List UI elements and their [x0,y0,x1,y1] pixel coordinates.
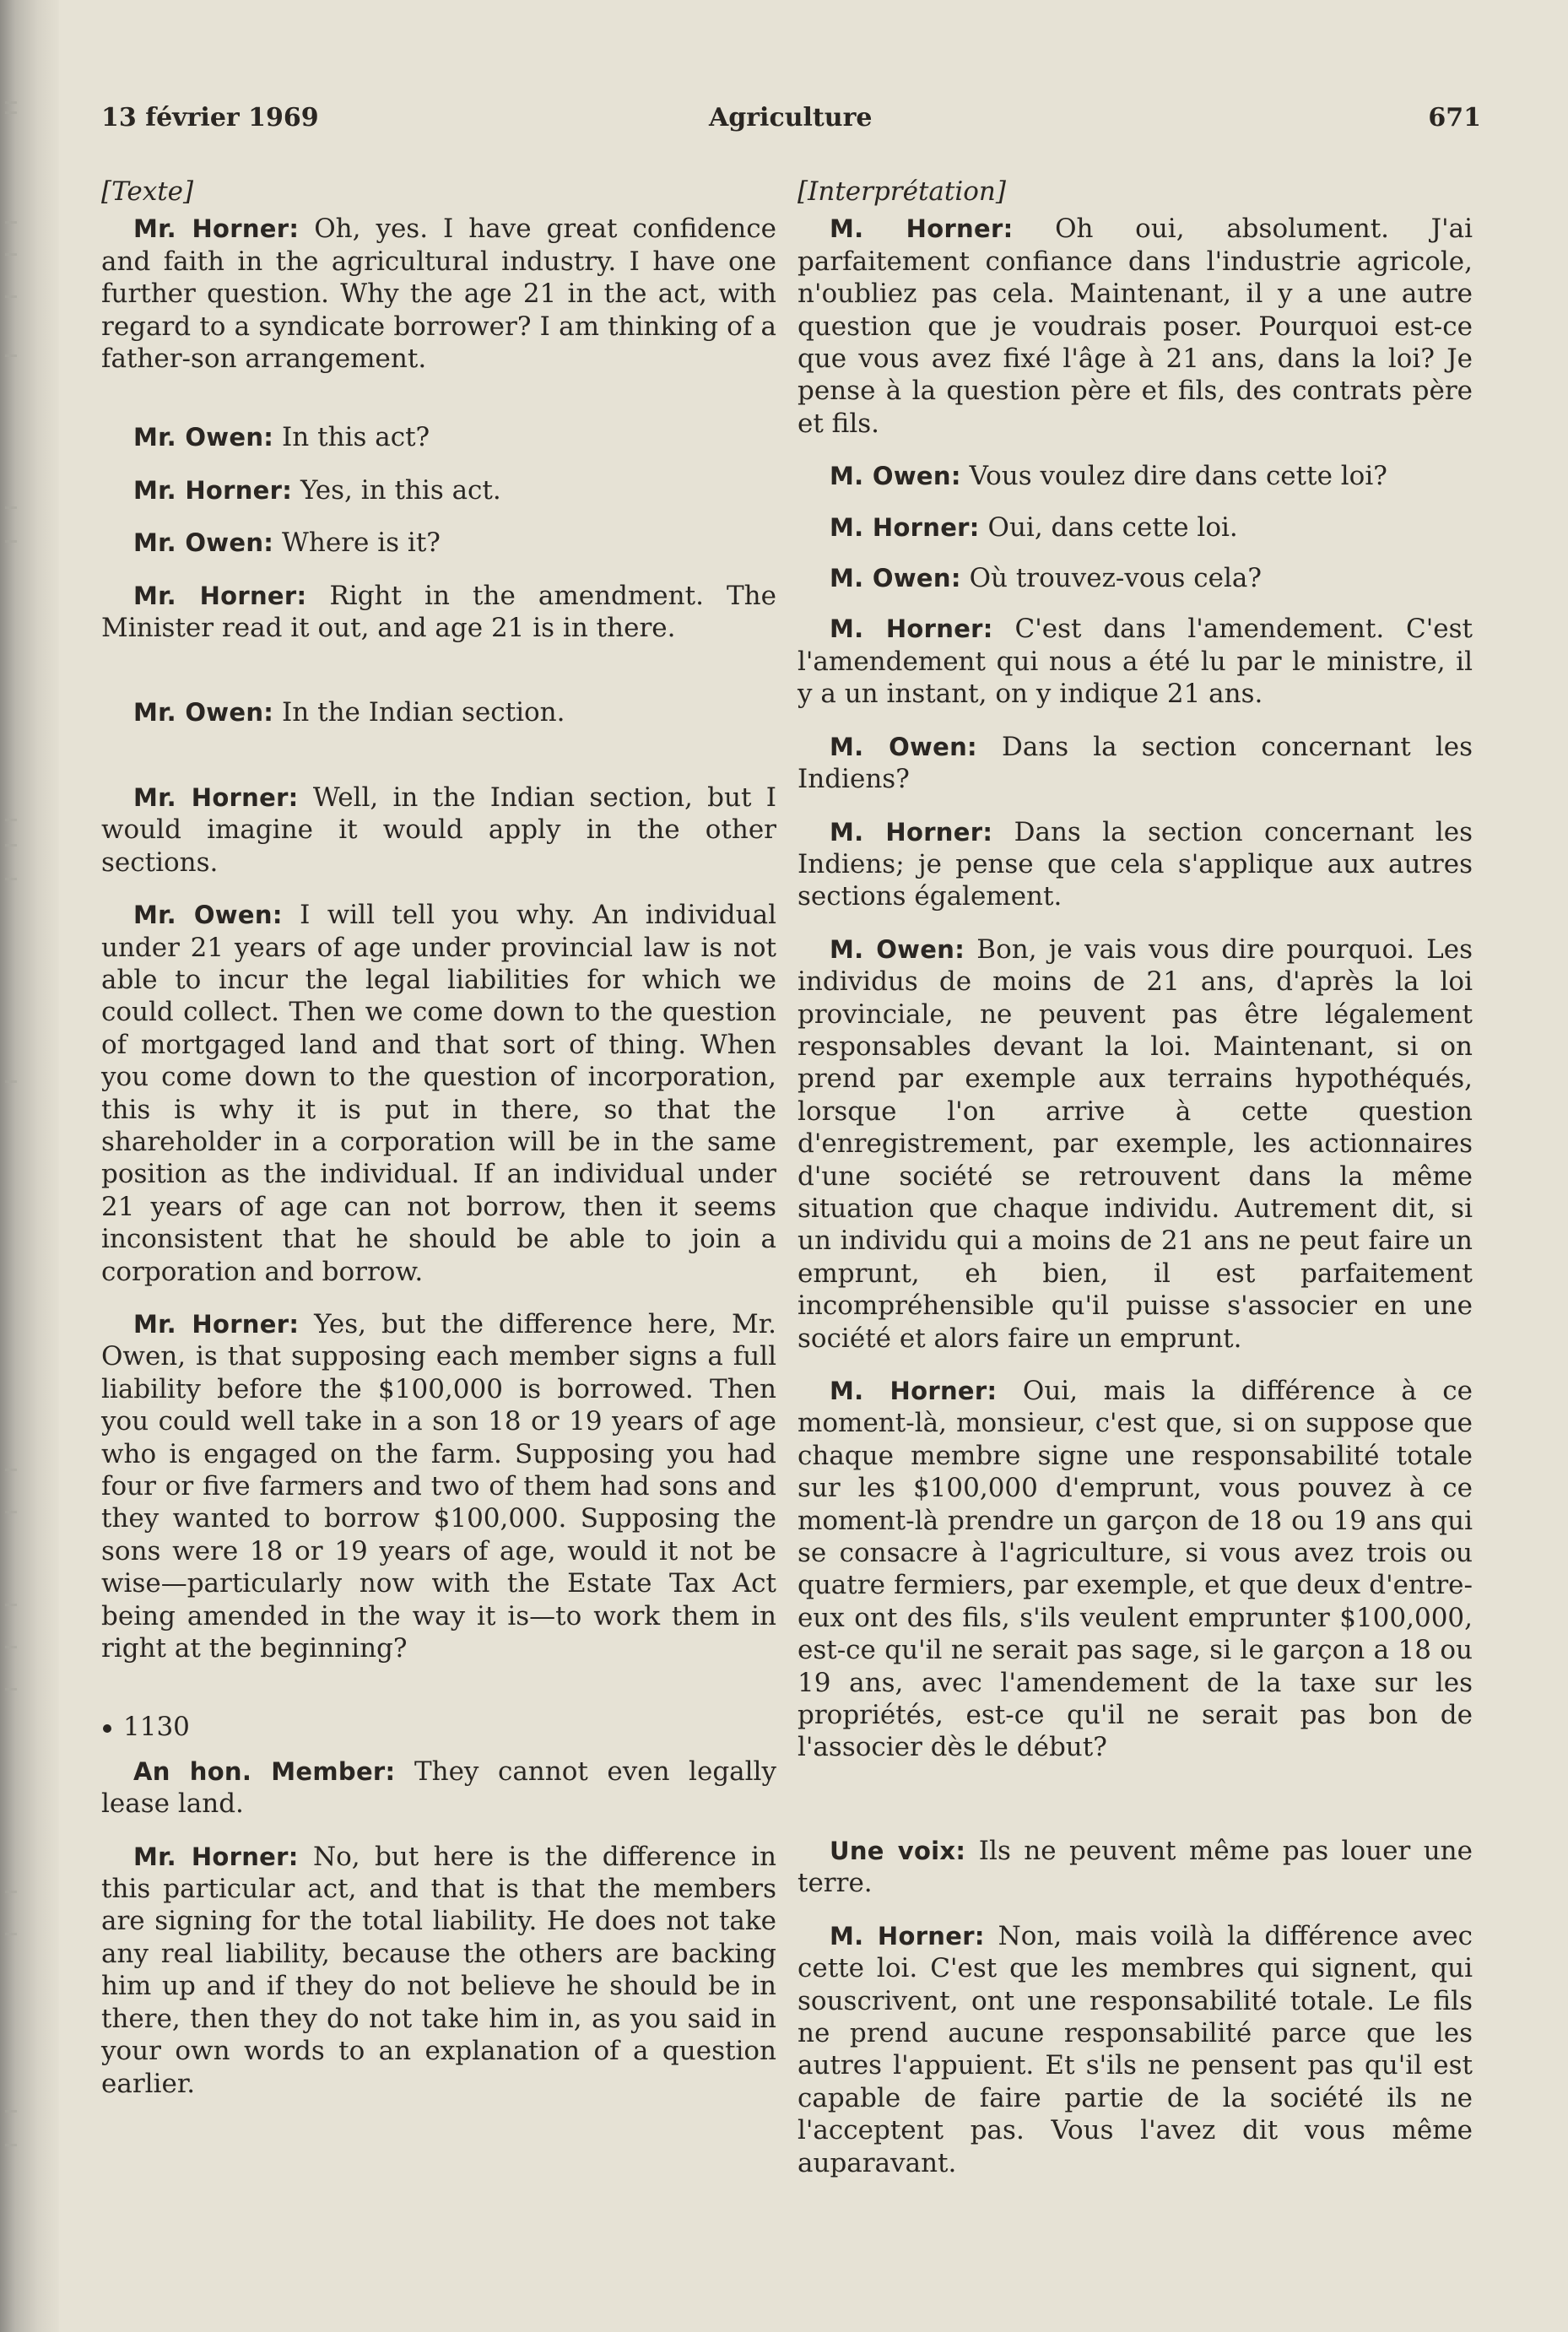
speech-text: C'est dans l'amendement. C'est l'amendement qui nous a été lu par le ministre, il y a un instant, on y indique 21 ans. [798,614,1473,710]
speaker-name: Mr. Owen: [133,698,274,728]
speaker-name: Mr. Owen: [133,901,283,930]
speaker-name: Mr. Horner: [133,475,293,505]
speech-text: Bon, je vais vous dire pourquoi. Les individus de moins de 21 ans, d'après la loi provinciale, ne peuvent pas être légalement responsables devant la loi. Maintenant, si on prend par exemple aux terrains hypothéqués, lorsque l'on arrive à cette question d'enregistrement, par exemple, les actionnaires d'une société se retrouvent dans la même situation que chaque individu. Autrement dit, si un individu qui a moins de 21 ans ne peut faire un emprunt, eh bien, il est parfaitement incompréhensible qu'il puisse s'associer en une société et alors faire un emprunt. [798,933,1473,1354]
time-marker-text: 1130 [123,1712,190,1743]
speech-text: Yes, but the difference here, Mr. Owen, is that supposing each member signs a full liability before the $100,000 is borrowed. Then you could well take in a son 18 or 19 years of age who is engaged on the farm. Supposing you had four or five farmers and two of them had sons and they wanted to borrow $100,000. Supposing the sons were 18 or 19 years of age, would it not be wise—particularly now with the Estate Tax Act being amended in the way it is—to work them in right at the beginning? [101,1308,776,1664]
gutter-bleed-marks [0,0,51,2332]
speech-text: Où trouvez-vous cela? [960,563,1263,594]
speech-text: Vous voulez dire dans cette loi? [960,461,1387,492]
speech-paragraph [101,1756,776,1821]
speaker-name: M. Horner: [830,1377,998,1405]
speech-text: In this act? [273,422,430,453]
french-column [798,176,1473,2179]
speech-text: In the Indian section. [273,697,565,728]
speech-text: No, but here is the difference in this particular act, and that is that the members are signing for the total liability. He does not take any real liability, because the others are backing him up and if they do not believe he should be in there, then they do not take him in, as you said in your own words to an explanation of a question earlier. [101,1841,776,2099]
speaker-name: Mr. Horner: [133,1842,299,1871]
speech-paragraph [798,933,1473,1355]
speech-paragraph [101,899,776,1288]
speech-paragraph [798,1920,1473,2179]
english-column [101,176,776,2100]
speech-text: Oh oui, absolument. J'ai parfaitement confiance dans l'industrie agricole, n'oubliez pas cela. Maintenant, il y a une autre question que je voudrais poser. Pourquoi est-ce que vous avez fixé l'âge à 21 ans, dans la loi? Je pense à la question père et fils, des contrats père et fils. [798,214,1473,439]
speech-paragraph [101,696,776,728]
speech-paragraph [101,782,776,879]
speaker-name: M. Horner: [830,614,993,644]
speech-text: Where is it? [273,528,441,559]
speech-text: Well, in the Indian section, but I would imagine it would apply in the other sections. [101,782,776,878]
speech-text: They cannot even legally lease land. [101,1756,776,1820]
speaker-name: Mr. Owen: [133,528,274,558]
column-label: [Texte] [101,176,194,207]
speech-text: Oui, mais la différence à ce moment-là, monsieur, c'est que, si on suppose que chaque membre signe une responsabilité totale sur les $100,000 d'emprunt, vous pouvez à ce moment-là prendre un garçon de 18 ou 19 ans qui se consacre à l'agriculture, si vous avez trois ou quatre fermiers, par exemple, et que deux d'entre-eux ont des fils, s'ils veulent emprunter $100,000, est-ce qu'il ne serait pas sage, si le garçon a 18 ou 19 ans, avec l'amendement de la taxe sur les propriétés, est-ce qu'il ne serait pas bon de l'associer dès le début? [798,1376,1473,1763]
speech-text: Dans la section concernant les Indiens; je pense que cela s'applique aux autres sections également. [798,816,1473,912]
speech-paragraph [798,731,1473,796]
speech-paragraph [798,816,1473,913]
column-label-text: Texte [111,176,184,207]
speaker-name: Mr. Horner: [133,581,307,610]
speaker-name: M. Owen: [830,934,965,964]
speaker-name: An hon. Member: [133,1756,396,1786]
speaker-name: Mr. Horner: [133,214,300,244]
speech-text: I will tell you why. An individual under 21 years of age under provincial law is not able to incur the legal liabilities for which we could collect. Then we come down to the question of mortgaged land and that sort of thing. When you come down to the question of incorporation, this is why it is put in there, so that the shareholder in a corporation will be in the same position as the individual. If an individual under 21 years of age can not borrow, then it seems inconsistent that he should be able to join a corporation and borrow. [101,900,776,1287]
speaker-name: Mr. Horner: [133,1309,300,1339]
speech-paragraph [101,421,776,453]
speaker-name: M. Horner: [830,817,993,847]
speech-paragraph [101,580,776,645]
page-number: 671 [1428,103,1481,133]
speaker-name: Une voix: [830,1836,966,1865]
speech-paragraph [101,213,776,375]
speech-text: Right in the amendment. The Minister read it out, and age 21 is in there. [101,580,776,644]
time-marker [101,1711,776,1743]
speech-paragraph [798,1375,1473,1764]
speaker-name: M. Horner: [830,214,1014,244]
speaker-name: M. Owen: [830,462,961,491]
page-header [101,103,1481,143]
speech-paragraph [101,474,776,506]
speaker-name: M. Owen: [830,564,961,593]
speaker-name: M. Owen: [830,732,977,761]
speech-text: Dans la section concernant les Indiens? [798,731,1473,795]
speech-paragraph [101,527,776,559]
speech-paragraph [101,1841,776,2100]
header-title: Agriculture [709,103,873,133]
bullet-icon [103,1724,111,1733]
speech-paragraph [101,1308,776,1664]
speech-text: Oui, dans cette loi. [979,511,1238,543]
speech-paragraph [798,562,1473,594]
speech-paragraph [798,213,1473,440]
speech-text: Yes, in this act. [292,474,501,506]
speaker-name: M. Horner: [830,1921,985,1951]
speech-paragraph [798,613,1473,710]
column-label-text: Interprétation [808,176,996,207]
speech-text: Ils ne peuvent même pas louer une terre. [798,1835,1473,1899]
speech-paragraph [798,511,1473,544]
speaker-name: Mr. Owen: [133,423,274,452]
speech-text: Non, mais voilà la différence avec cette loi. C'est que les membres qui signent, qui souscrivent, ont une responsabilité totale. Le fils ne prend aucune responsabilité parce que les autres l'appuient. Et s'ils ne pensent pas qu'il est capable de faire partie de la société ils ne l'acceptent pas. Vous l'avez dit vous même auparavant. [798,1920,1473,2178]
speech-paragraph [798,1835,1473,1900]
speaker-name: Mr. Horner: [133,782,299,812]
header-date: 13 février 1969 [101,103,319,133]
speaker-name: M. Horner: [830,512,980,542]
column-label: [Interprétation] [798,176,1007,207]
speech-text: Oh, yes. I have great confidence and faith in the agricultural industry. I have one further question. Why the age 21 in the act, with regard to a syndicate borrower? I am thinking of a father-son arrangement. [101,214,776,375]
speech-paragraph [798,460,1473,492]
